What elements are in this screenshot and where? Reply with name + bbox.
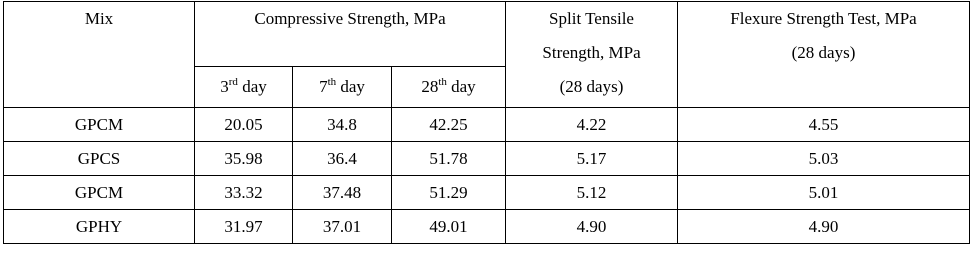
flexure-line-2: (28 days) [791,43,856,62]
cell-split-tensile: 4.90 [506,210,678,244]
table-row [4,142,970,176]
cell-flexure: 5.01 [678,176,970,210]
cell-day-28: 49.01 [392,210,506,244]
header-day-28: 28th day [392,67,506,108]
strength-results-table [3,1,970,244]
cell-flexure: 5.03 [678,142,970,176]
cell-day-7: 36.4 [293,142,392,176]
cell-day-3: 33.32 [195,176,293,210]
split-tensile-line-1: Split Tensile [549,9,634,28]
cell-day-28: 51.29 [392,176,506,210]
cell-flexure: 4.55 [678,108,970,142]
cell-day-7: 34.8 [293,108,392,142]
cell-mix: GPCM [4,108,195,142]
cell-day-28: 42.25 [392,108,506,142]
table-row [4,108,970,142]
header-mix: Mix [4,2,195,108]
cell-day-7: 37.48 [293,176,392,210]
header-row-1 [4,2,970,67]
flexure-line-1: Flexure Strength Test, MPa [730,9,917,28]
split-tensile-line-2: Strength, MPa [542,43,641,62]
header-day-7: 7th day [293,67,392,108]
header-split-tensile [506,2,678,108]
cell-split-tensile: 5.12 [506,176,678,210]
cell-day-3: 35.98 [195,142,293,176]
header-day-3: 3rd day [195,67,293,108]
table-row [4,176,970,210]
header-flexure-strength [678,2,970,108]
cell-split-tensile: 4.22 [506,108,678,142]
cell-mix: GPHY [4,210,195,244]
cell-day-28: 51.78 [392,142,506,176]
cell-flexure: 4.90 [678,210,970,244]
cell-split-tensile: 5.17 [506,142,678,176]
header-compressive-strength: Compressive Strength, MPa [195,2,506,67]
cell-mix: GPCS [4,142,195,176]
table-row [4,210,970,244]
cell-day-3: 20.05 [195,108,293,142]
split-tensile-line-3: (28 days) [559,77,624,96]
cell-day-7: 37.01 [293,210,392,244]
cell-mix: GPCM [4,176,195,210]
cell-day-3: 31.97 [195,210,293,244]
